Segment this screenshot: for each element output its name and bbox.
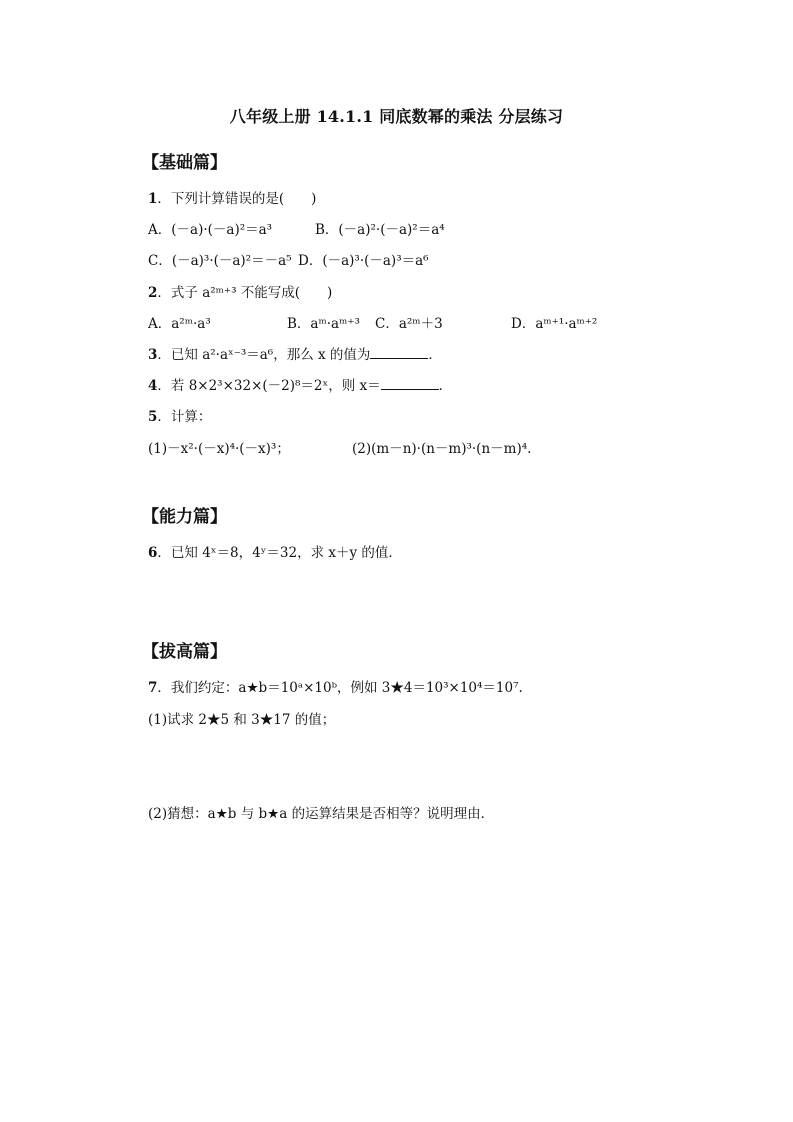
section-heading-advanced: 【拔高篇】 — [142, 642, 227, 662]
q2-option-c: C．a²ᵐ＋3 — [375, 316, 443, 332]
answer-blank — [370, 346, 428, 359]
question-text-end: ． — [428, 347, 442, 363]
q5-part-1: (1)－x²·(－x)⁴·(－x)³； — [148, 441, 290, 457]
section-heading-basic: 【基础篇】 — [142, 153, 227, 173]
question-7 — [148, 676, 523, 696]
question-number: 3 — [148, 347, 158, 363]
question-text: ．式子 a²ᵐ⁺³ 不能写成( ) — [157, 285, 333, 301]
q2-option-d: D．aᵐ⁺¹·aᵐ⁺² — [511, 316, 598, 332]
question-number: 7 — [148, 680, 158, 696]
question-number: 4 — [148, 378, 158, 394]
question-4 — [148, 374, 452, 394]
question-number: 2 — [148, 285, 158, 301]
q1-option-c: C．(－a)³·(－a)²＝－a⁵ — [148, 253, 292, 269]
question-1 — [148, 187, 316, 207]
question-2 — [148, 281, 332, 301]
question-text: ．已知 4ˣ＝8，4ʸ＝32，求 x＋y 的值． — [157, 545, 402, 561]
section-heading-ability: 【能力篇】 — [142, 507, 227, 527]
question-text: ．下列计算错误的是( ) — [157, 191, 317, 207]
question-5 — [148, 405, 211, 425]
q7-part-1: (1)试求 2★5 和 3★17 的值； — [148, 712, 336, 728]
q2-option-a: A．a²ᵐ·a³ — [148, 316, 211, 332]
question-3 — [148, 343, 442, 363]
question-text: ．若 8×2³×32×(－2)⁸＝2ˣ，则 x＝ — [157, 378, 381, 394]
q7-part-2: (2)猜想：a★b 与 b★a 的运算结果是否相等？说明理由． — [148, 806, 495, 822]
question-text: ．我们约定：a★b＝10ᵃ×10ᵇ，例如 3★4＝10³×10⁴＝10⁷. — [157, 680, 523, 696]
question-text: ．已知 a²·aˣ⁻³＝a⁶，那么 x 的值为 — [157, 347, 371, 363]
q2-option-b: B．aᵐ·aᵐ⁺³ — [287, 316, 360, 332]
answer-blank — [381, 377, 439, 390]
question-text: ．计算： — [157, 409, 212, 425]
question-6 — [148, 541, 402, 561]
q1-option-d: D．(－a)³·(－a)³＝a⁶ — [298, 253, 429, 269]
q5-part-2: (2)(m－n)·(n－m)³·(n－m)⁴. — [352, 441, 532, 457]
q1-option-a: A．(－a)·(－a)²＝a³ — [148, 222, 273, 238]
question-number: 5 — [148, 409, 158, 425]
question-number: 6 — [148, 545, 158, 561]
q1-option-b: B．(－a)²·(－a)²＝a⁴ — [315, 222, 445, 238]
question-text-end: ． — [438, 378, 453, 394]
page-title: 八年级上册 14.1.1 同底数幂的乘法 分层练习 — [229, 107, 564, 126]
question-number: 1 — [148, 191, 158, 207]
